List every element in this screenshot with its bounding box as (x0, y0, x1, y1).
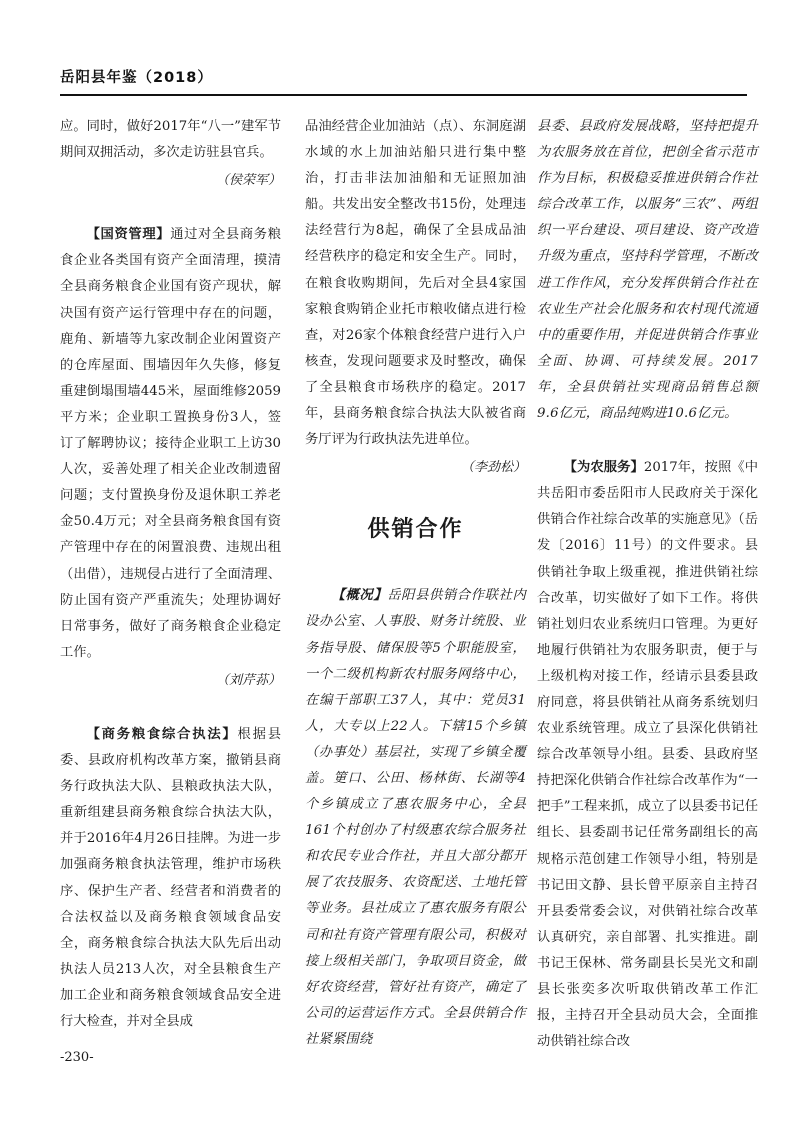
page-number: -230- (60, 1050, 94, 1065)
column-2 (305, 114, 526, 1053)
paragraph-serving-farmers (537, 455, 758, 1055)
paragraph-continued: 县委、县政府发展战略，坚持把提升为农服务放在首位，把创全省示范市作为目标，积极稳妥推进供销合作社综合改革工作，以服务“三农”、两组织一平台建设、项目建设、资产改造升级为重点，坚持科学管理，不断改进工作作风，充分发挥供销合作社在农业生产社会化服务和农村现代流通中的重要作用，并促进供销合作事业全面、协调、可持续发展。2017年，全县供销社实现商品销售总额9.6亿元，商品纯购进10.6亿元。 (537, 119, 758, 422)
header-rule (60, 94, 747, 96)
running-header: 岳阳县年鉴（2018） (60, 70, 213, 86)
paragraph-text: 根据县委、县政府机构改革方案，撤销县商务行政执法大队、县粮政执法大队，重新组建县商务粮食综合执法大队，并于2016年4月26日挂牌。为进一步加强商务粮食执法管理，维护市场秩序、保护生产者、经营者和消费者的合法权益以及商务粮食领域食品安全，商务粮食综合执法大队先后出动执法人员213人次，对全县粮食生产加工企业和商务粮食领域食品安全进行大检查，并对全县成 (60, 726, 282, 1029)
section-tag: 【国资管理】 (86, 227, 171, 243)
column-1 (60, 114, 281, 1035)
paragraph-state-asset-management (60, 222, 281, 666)
author-attribution: （李劲松） (460, 460, 526, 476)
paragraph-overview (305, 583, 526, 1053)
paragraph-text: 通过对全县商务粮食企业各类国有资产全面清理，摸清全县商务粮食企业国有资产现状，解决国有资产运行管理中存在的问题，鹿角、新墙等九家改制企业闲置资产的仓库屋面、围墙因年久失修，修复重建倒塌围墙445米，屋面维修2059平方米；企业职工置换身份3人，签订了解聘协议；接待企业职工上访30人次，妥善处理了相关企业改制遗留问题；支付置换身份及退休职工养老金50.4万元；对全县商务粮食国有资产管理中存在的闲置浪费、违规出租（出借），违规侵占进行了全面清理、防止国有资产严重流失；处理协调好日常事务，做好了商务粮食企业稳定工作。 (60, 227, 282, 660)
author-attribution: （刘芹荪） (215, 672, 281, 688)
section-title: 供销合作 (367, 517, 464, 543)
paragraph-comprehensive-enforcement (60, 722, 281, 1035)
section-tag: 【概况】 (331, 588, 388, 604)
paragraph-text: 岳阳县供销合作联社内设办公室、人事股、财务计统股、业务指导股、储保股等5个职能股室，一个二级机构新农村服务网络中心，在编干部职工37人，其中：党员31人，大专以上22人。下辖15个乡镇（办事处）基层社，实现了乡镇全覆盖。筻口、公田、杨林街、长湖等4个乡镇成立了惠农服务中心，全县161个村创办了村级惠农综合服务社和农民专业合作社，并且大部分都开展了农技服务、农资配送、土地托管等业务。县社成立了惠农服务有限公司和社有资产管理有限公司，积极对接上级相关部门，争取项目资金，做好农资经营，管好社有资产，确定了公司的运营运作方式。全县供销合作社紧紧围绕 (305, 588, 526, 1047)
paragraph-continued: 应。同时，做好2017年“八一”建军节期间双拥活动，多次走访驻县官兵。 (60, 119, 281, 161)
paragraph-text: 2017年，按照《中共岳阳市委岳阳市人民政府关于深化供销合作社综合改革的实施意见》（岳发〔2016〕11号）的文件要求。县供销社争取上级重视，推进供销社综合改革，切实做好了如下工作。将供销社划归农业系统归口管理。为更好地履行供销社为农服务职责，便于与上级机构对接工作，经请示县委县政府同意，将县供销社从商务系统划归农业系统管理。成立了县深化供销社综合改革领导小组。县委、县政府坚持把深化供销合作社综合改革作为“一把手”工程来抓，成立了以县委书记任组长、县委副书记任常务副组长的高规格示范创建工作领导小组，特别是书记田文静、县长曾平原亲自主持召开县委常委会议，对供销社综合改革认真研究，亲自部署、扎实推进。副书记王保林、常务副县长吴光文和副县长张奕多次听取供销改革工作汇报，主持召开全县动员大会，全面推动供销社综合改 (537, 460, 758, 1050)
section-tag: 【为农服务】 (563, 460, 644, 476)
author-attribution: （侯荣军） (215, 173, 281, 189)
section-tag: 【商务粮食综合执法】 (86, 726, 238, 742)
column-3 (537, 114, 758, 1055)
paragraph-continued: 品油经营企业加油站（点）、东洞庭湖水域的水上加油站船只进行集中整治，打击非法加油船和无证照加油船。共发出安全整改书15份，处理违法经营行为8起，确保了全县成品油经营秩序的稳定和安全生产。同时，在粮食收购期间，先后对全县4家国家粮食购销企业托市粮收储点进行检查，对26家个体粮食经营户进行入户核查，发现问题要求及时整改，确保了全县粮食市场秩序的稳定。2017年，县商务粮食综合执法大队被省商务厅评为行政执法先进单位。 (305, 119, 526, 448)
